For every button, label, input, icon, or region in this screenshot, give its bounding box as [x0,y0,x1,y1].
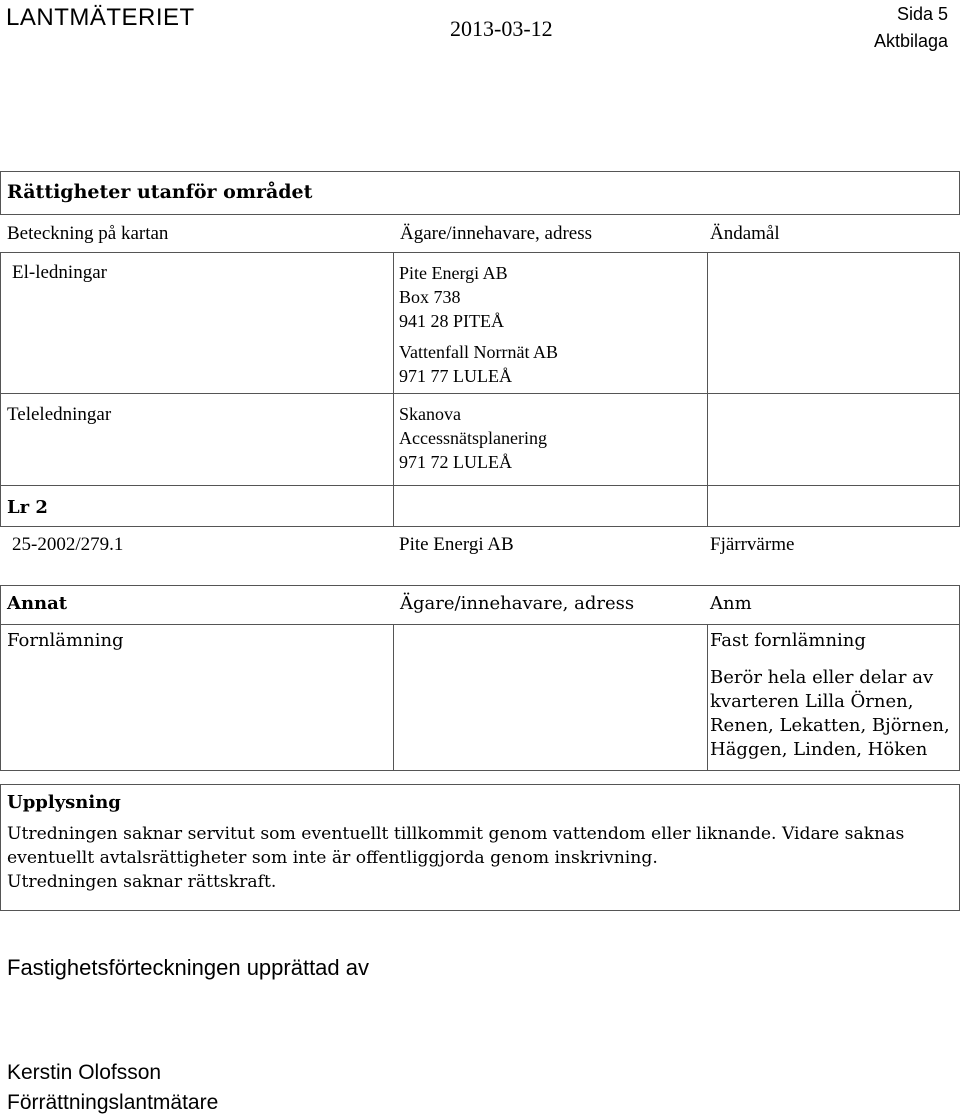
owner-line: Pite Energi AB [399,263,508,283]
note-line: Häggen, Linden, Höken [710,739,928,760]
column-header-owner: Ägare/innehavare, adress [400,223,593,244]
rights-outside-heading: Rättigheter utanför området [7,181,313,203]
owner-line: Skanova [399,404,461,424]
owner-line: 941 28 PITEÅ [399,311,504,331]
owner-line: Box 738 [399,287,461,307]
lr2-owner: Pite Energi AB [399,534,514,555]
other-designation: Fornlämning [7,630,124,651]
document-date: 2013-03-12 [450,16,553,41]
signatory-name: Kerstin Olofsson [7,1061,162,1084]
other-heading: Annat [7,593,68,614]
lr2-cell [0,485,394,527]
column-header-designation: Beteckning på kartan [7,223,169,244]
other-column-note: Anm [710,593,752,614]
information-line: eventuellt avtalsrättigheter som inte är offentliggjorda genom inskrivning. [7,848,658,868]
information-heading: Upplysning [7,792,121,813]
information-line: Utredningen saknar rättskraft. [7,872,277,892]
page-number: Sida 5 [896,4,948,24]
note-line: Renen, Lekatten, Björnen, [710,715,950,736]
other-note-title: Fast fornlämning [710,630,866,651]
information-text [7,822,904,894]
owner-address [399,402,547,474]
purpose-cell [707,393,960,486]
owner-line: Accessnätsplanering [399,428,547,448]
owner-line: 971 72 LULEÅ [399,452,512,472]
owner-line: 971 77 LULEÅ [399,366,512,386]
owner-address [399,261,508,333]
note-line: kvarteren Lilla Örnen, [710,691,914,712]
designation-value: El-ledningar [12,262,107,283]
owner-address [399,340,558,388]
information-line: Utredningen saknar servitut som eventuellt tillkommit genom vattendom eller liknande. Vidare saknas [7,824,905,844]
appendix-label: Aktbilaga [873,31,948,51]
designation-value: Teleledningar [7,404,112,425]
signatory-title: Förrättningslantmätare [7,1091,219,1114]
other-column-owner: Ägare/innehavare, adress [400,593,635,614]
owner-line: Vattenfall Norrnät AB [399,342,558,362]
signatory [7,1058,218,1118]
purpose-cell [707,252,960,394]
column-header-purpose: Ändamål [710,223,780,244]
prepared-by-label: Fastighetsförteckningen upprättad av [7,955,370,980]
lr2-designation: 25-2002/279.1 [12,534,124,555]
lr2-purpose: Fjärrvärme [710,534,795,555]
other-note-text [710,666,950,762]
lr2-purpose-cell [707,485,960,527]
lr2-label: Lr 2 [7,497,48,518]
organization-name: LANTMÄTERIET [6,4,195,31]
note-line: Berör hela eller delar av [710,667,934,688]
lr2-owner-cell [393,485,708,527]
other-owner-cell [393,624,708,771]
